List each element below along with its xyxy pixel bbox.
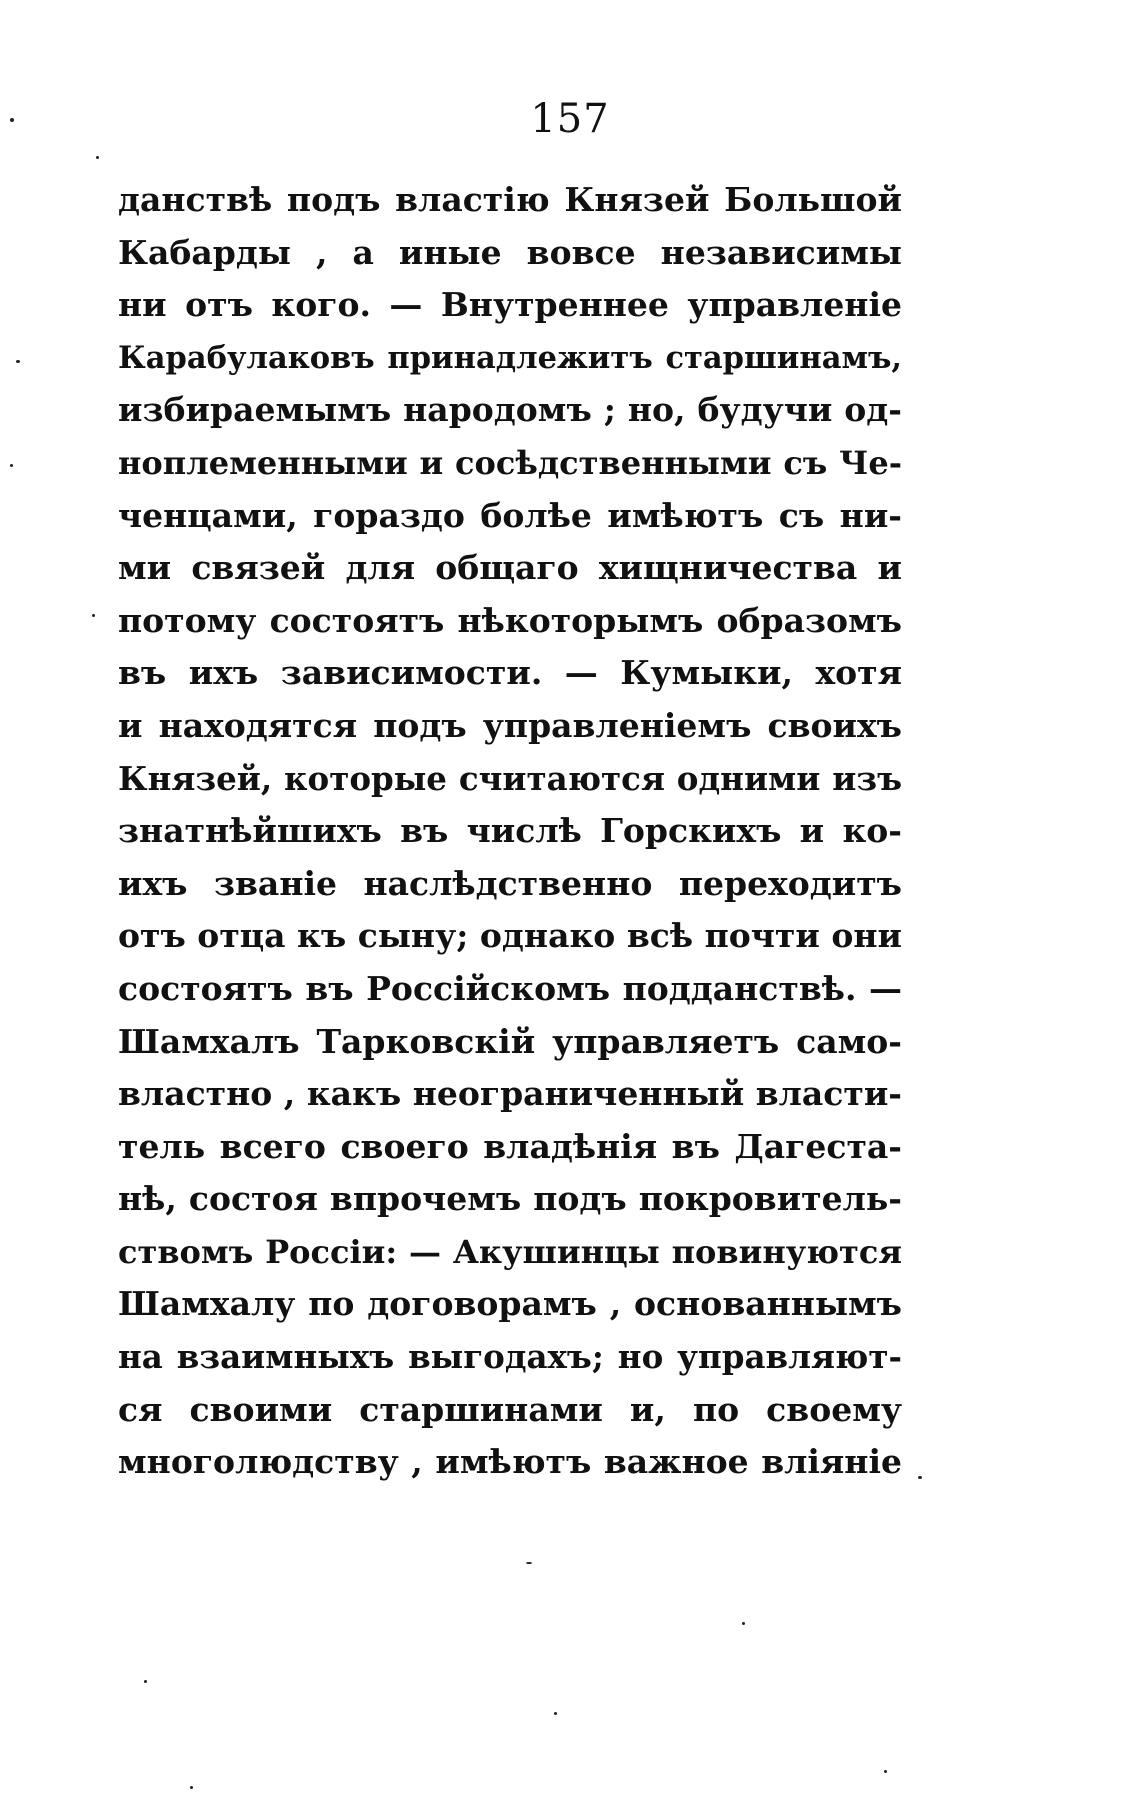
page-number: 157 [530, 96, 610, 142]
text-line: на взаимныхъ выгодахъ; но управляют- [118, 1337, 902, 1377]
text-line: Карабулаковъ принадлежитъ старшинамъ, [118, 339, 902, 376]
scan-speck [190, 1786, 193, 1789]
text-line: потому состоятъ нѣкоторымъ образомъ [118, 600, 902, 640]
text-line: ни отъ кого. — Внутреннее управленіе [118, 285, 902, 325]
text-line: избираемымъ народомъ ; но, будучи од- [118, 390, 902, 430]
scan-speck [918, 1476, 922, 1479]
text-line: Князей, которые считаются одними изъ [118, 758, 902, 798]
scan-speck [526, 1562, 532, 1564]
text-line: знатнѣйшихъ въ числѣ Горскихъ и ко- [118, 811, 902, 851]
text-line: и находятся подъ управленіемъ своихъ [118, 705, 902, 745]
scan-speck [144, 1680, 147, 1683]
scan-speck [10, 464, 13, 467]
text-line: ми связей для общаго хищничества и [118, 548, 902, 588]
text-line: тель всего своего владѣнія въ Дагеста- [118, 1126, 902, 1166]
scan-speck [10, 118, 14, 122]
text-line: Шамхалу по договорамъ , основаннымъ [118, 1284, 902, 1324]
text-line: въ ихъ зависимости. — Кумыки, хотя [118, 653, 902, 693]
text-line: данствѣ подъ властію Князей Большой [118, 180, 902, 219]
text-line: Шамхалъ Тарковскій управляетъ само- [118, 1021, 902, 1061]
text-line: состоятъ въ Россійскомъ подданствѣ. — [118, 968, 902, 1008]
text-line: Кабарды , а иные вовсе независимы [118, 232, 902, 272]
text-line: ся своими старшинами и, по своему [118, 1389, 902, 1429]
scan-speck [92, 614, 95, 617]
text-line: властно , какъ неограниченный власти- [118, 1074, 902, 1114]
scan-speck [16, 360, 20, 363]
text-line: ноплеменными и сосѣдственными съ Че- [118, 443, 902, 482]
text-line: ствомъ Россіи: — Акушинцы повинуются [118, 1232, 902, 1271]
text-line: ихъ званіе наслѣдственно переходитъ [118, 863, 902, 903]
text-line: ченцами, гораздо болѣе имѣютъ съ ни- [118, 495, 902, 535]
text-line: нѣ, состоя впрочемъ подъ покровитель- [118, 1179, 902, 1219]
body-text [118, 174, 902, 1489]
text-line: многолюдству , имѣютъ важное вліяніе [118, 1442, 902, 1482]
scan-speck [742, 1622, 745, 1625]
scan-speck [96, 156, 99, 159]
text-line: отъ отца къ сыну; однако всѣ почти они [118, 916, 902, 956]
scan-speck [554, 1712, 557, 1715]
scan-speck [884, 1770, 887, 1773]
